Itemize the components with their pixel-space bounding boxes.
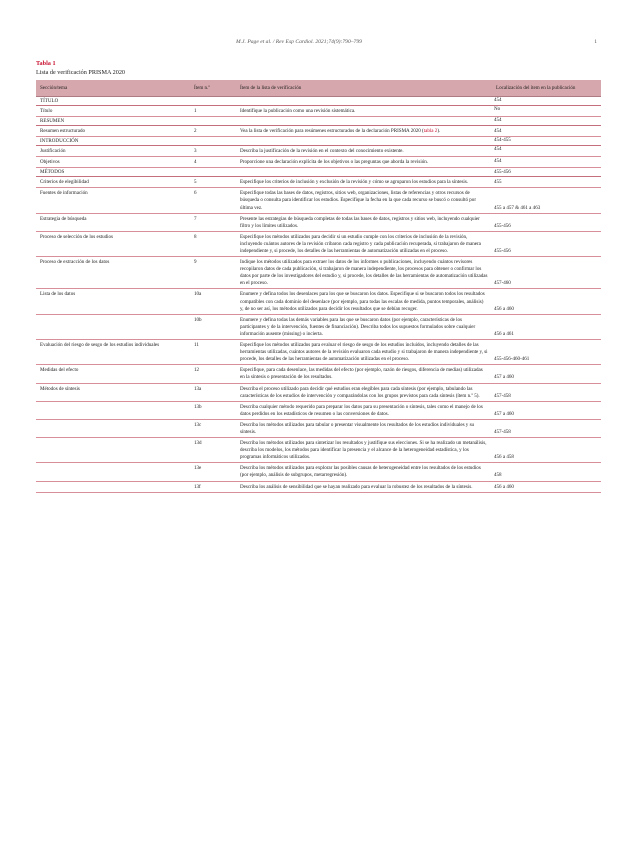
- row-item-text: Especifique los criterios de inclusión y exclusión de la revisión y cómo se agruparon los estudios para la síntesis.: [236, 177, 492, 188]
- row-item-text: Describa los métodos utilizados para sintetizar los resultados y justifique sus elecciones. Si se ha realizado un metanálisis, describa los modelos, los métodos para identificar la presencia y el alcance de la heterogeneidad estadística, y los programas informáticos utilizados.: [236, 438, 492, 463]
- table-row: [36, 188, 601, 213]
- row-section: Proceso de selección de los estudios: [36, 231, 190, 256]
- table-caption: [36, 60, 125, 77]
- row-item-text: Indique los métodos utilizados para extraer los datos de los informes o publicaciones, incluyendo cuántos revisores recopilaron datos de cada publicación, si trabajaron de manera independiente, los procesos para obtener o confirmar los datos por parte de los investigadores del estudio y, si procede, los detalles de las herramientas de automatización utilizadas en el proceso.: [236, 257, 492, 289]
- table-header-row: [36, 80, 601, 96]
- table-body: [36, 96, 601, 492]
- row-item-number: 13d: [190, 438, 236, 463]
- section-header-row: [36, 168, 601, 177]
- row-location: [492, 177, 601, 188]
- row-location: [492, 96, 601, 105]
- row-item-number: 4: [190, 157, 236, 168]
- row-item-number: 10a: [190, 289, 236, 314]
- row-location: [492, 340, 601, 365]
- table-label: Tabla 1: [36, 60, 56, 67]
- row-item-text: Identifique la publicación como una revisión sistemática.: [236, 105, 492, 116]
- table-row: [36, 463, 601, 481]
- row-location: [492, 383, 601, 401]
- location-pages: 454: [494, 127, 502, 134]
- table-row: [36, 383, 601, 401]
- row-location: [492, 419, 601, 437]
- prisma-checklist-table: [36, 80, 601, 493]
- row-location: [492, 365, 601, 383]
- section-header-row: [36, 96, 601, 105]
- location-pages: 455-456-460-461: [494, 356, 530, 363]
- row-section: Fuentes de información: [36, 188, 190, 213]
- row-item-number: 13a: [190, 383, 236, 401]
- row-section: Objetivos: [36, 157, 190, 168]
- location-pages: 457-458: [494, 428, 511, 435]
- row-section: [36, 481, 190, 492]
- col-header-item: Ítem n.º: [190, 80, 236, 96]
- row-section: Justificación: [36, 145, 190, 156]
- location-pages: 455-456: [494, 248, 511, 254]
- location-pages: 456 a 458: [494, 454, 514, 461]
- row-location: [492, 105, 601, 116]
- col-header-text: Ítem de la lista de verificación: [236, 80, 492, 96]
- table-row: [36, 365, 601, 383]
- row-location: [492, 314, 601, 339]
- row-item-text: [236, 96, 492, 105]
- row-item-text: Describa los métodos utilizados para tabular o presentar visualmente los resultados de los estudios individuales y su síntesis.: [236, 419, 492, 437]
- location-pages: 456 a 460: [494, 483, 514, 490]
- row-section: Título: [36, 105, 190, 116]
- row-item-text: Describa la justificación de la revisión en el contexto del conocimiento existente.: [236, 145, 492, 156]
- col-header-section: Sección/tema: [36, 80, 190, 96]
- location-pages: 456 a 460: [494, 305, 514, 312]
- row-section: Evaluación del riesgo de sesgo de los estudios individuales: [36, 340, 190, 365]
- location-pages: 455-456: [494, 168, 511, 175]
- row-item-number: 10b: [190, 314, 236, 339]
- row-item-text: Enumere y defina todas las demás variables para las que se buscaron datos (por ejemplo, características de los participantes y de la intervención, fuentes de financiación). Describa todos los supuestos formulados sobre cualquier información ausente (missing) o incierta.: [236, 314, 492, 339]
- row-section: [36, 419, 190, 437]
- location-pages: 454: [494, 97, 502, 103]
- row-section: Estrategia de búsqueda: [36, 213, 190, 231]
- row-item-number: 2: [190, 125, 236, 136]
- row-item-number: 3: [190, 145, 236, 156]
- row-item-text: Especifique los métodos utilizados para decidir si un estudio cumple con los criterios de inclusión de la revisión, incluyendo cuántos autores de la revisión cribaron cada registro y cada publicación recuperada, si trabajaron de manera independiente y, si procede, los detalles de las herramientas de automatización utilizadas en el proceso.: [236, 231, 492, 256]
- table-row: [36, 105, 601, 116]
- row-section: [36, 401, 190, 419]
- row-section: Resumen estructurado: [36, 125, 190, 136]
- row-item-number: [190, 136, 236, 145]
- row-item-number: 13f: [190, 481, 236, 492]
- row-item-text: [236, 116, 492, 125]
- row-location: [492, 231, 601, 256]
- row-item-text: [236, 136, 492, 145]
- journal-citation: M.J. Page et al. / Rev Esp Cardiol. 2021;74(9):790–799: [236, 39, 362, 45]
- row-item-text: Especifique los métodos utilizados para evaluar el riesgo de sesgo de los estudios incluidos, incluyendo detalles de las herramientas utilizadas, cuántos autores de la revisión evaluaron cada estudio y si trabajaron de manera independiente y, si procede, los detalles de las herramientas de automatización utilizadas en el proceso.: [236, 340, 492, 365]
- row-section: [36, 463, 190, 481]
- row-section: Proceso de extracción de los datos: [36, 257, 190, 289]
- table-row: [36, 145, 601, 156]
- row-item-text: Describa el proceso utilizado para decidir qué estudios eran elegibles para cada síntesis (por ejemplo, tabulando las características de los estudios de intervención y comparándolas con los grupos previstos para cada síntesis (ítem n.º 5).: [236, 383, 492, 401]
- location-pages: 457-460: [494, 280, 511, 287]
- row-location: [492, 168, 601, 177]
- running-header: [0, 39, 637, 49]
- table-row: [36, 177, 601, 188]
- row-location: [492, 438, 601, 463]
- row-location: [492, 125, 601, 136]
- row-item-number: 1: [190, 105, 236, 116]
- row-section: MÉTODOS: [36, 168, 190, 177]
- table-row: [36, 401, 601, 419]
- row-section: Métodos de síntesis: [36, 383, 190, 401]
- page-number: 1: [594, 39, 597, 45]
- row-item-text: Vea la lista de verificación para resúmenes estructurados de la declaración PRISMA 2020 (tabla 2).: [236, 125, 492, 136]
- location-pages: 457-458: [494, 392, 511, 399]
- row-item-number: 8: [190, 231, 236, 256]
- table-row: [36, 419, 601, 437]
- location-pages: 454: [494, 146, 502, 153]
- table-row: [36, 231, 601, 256]
- row-location: [492, 401, 601, 419]
- location-pages: 455: [494, 179, 502, 186]
- table-row: [36, 125, 601, 136]
- row-section: RESUMEN: [36, 116, 190, 125]
- row-location: [492, 116, 601, 125]
- row-location: [492, 136, 601, 145]
- row-item-number: 11: [190, 340, 236, 365]
- row-item-number: 13b: [190, 401, 236, 419]
- location-pages: 456 a 461: [494, 330, 514, 337]
- row-item-text: [236, 168, 492, 177]
- table-row: [36, 481, 601, 492]
- row-section: Medidas del efecto: [36, 365, 190, 383]
- location-pages: 454: [494, 117, 502, 124]
- row-location: [492, 257, 601, 289]
- row-section: [36, 314, 190, 339]
- location-pages: 454: [494, 157, 502, 164]
- row-item-number: 9: [190, 257, 236, 289]
- row-item-number: 5: [190, 177, 236, 188]
- row-location: [492, 463, 601, 481]
- table-row: [36, 257, 601, 289]
- row-item-text: Proporcione una declaración explícita de los objetivos o las preguntas que aborda la revisión.: [236, 157, 492, 168]
- location-pages: 457 a 460: [494, 374, 514, 381]
- row-location: [492, 188, 601, 213]
- location-pages: 454-455: [494, 137, 511, 144]
- table-reference-link[interactable]: tabla 2: [423, 127, 438, 134]
- row-item-number: 13c: [190, 419, 236, 437]
- row-item-number: [190, 96, 236, 105]
- table-row: [36, 157, 601, 168]
- table-row: [36, 289, 601, 314]
- location-pages: 458: [494, 472, 502, 479]
- row-item-number: [190, 168, 236, 177]
- location-pages: 457 a 460: [494, 410, 514, 417]
- table-row: [36, 340, 601, 365]
- row-item-text: Presente las estrategias de búsqueda completas de todas las bases de datos, registros y sitios web, incluyendo cualquier filtro y los límites utilizados.: [236, 213, 492, 231]
- row-item-text: Describa los métodos utilizados para explorar las posibles causas de heterogeneidad entre los resultados de los estudios (por ejemplo, análisis de subgrupos, metarregresión).: [236, 463, 492, 481]
- row-item-number: 12: [190, 365, 236, 383]
- row-location: [492, 289, 601, 314]
- col-header-location: Localización del ítem en la publicación: [492, 80, 601, 96]
- row-item-text: Enumere y defina todos los desenlaces para los que se buscaron los datos. Especifique si se buscaron todos los resultados compatibles con cada dominio del desenlace (por ejemplo, para todas las escalas de medida, puntos temporales, análisis) y, de no ser así, los métodos utilizados para decidir los resultados que se debían recoger.: [236, 289, 492, 314]
- row-item-text: Describa los análisis de sensibilidad que se hayan realizado para evaluar la robustez de los resultados de la síntesis.: [236, 481, 492, 492]
- location-pages: No: [494, 106, 501, 113]
- row-section: Lista de los datos: [36, 289, 190, 314]
- row-location: [492, 213, 601, 231]
- row-item-number: [190, 116, 236, 125]
- row-item-text: Especifique, para cada desenlace, las medidas del efecto (por ejemplo, razón de riesgos, diferencia de medias) utilizadas en la síntesis o presentación de los resultados.: [236, 365, 492, 383]
- row-item-number: 6: [190, 188, 236, 213]
- row-item-text: Especifique todas las bases de datos, registros, sitios web, organizaciones, listas de referencias y otros recursos de búsqueda o consulta para identificar los estudios. Especifique la fecha en la que cada recurso se buscó o consultó por última vez.: [236, 188, 492, 213]
- row-item-number: 13e: [190, 463, 236, 481]
- row-section: Criterios de elegibilidad: [36, 177, 190, 188]
- row-item-number: 7: [190, 213, 236, 231]
- table-title: Lista de verificación PRISMA 2020: [36, 68, 126, 76]
- row-location: [492, 157, 601, 168]
- section-header-row: [36, 136, 601, 145]
- table-row: [36, 438, 601, 463]
- location-pages: 455 a 457 & 461 a 463: [494, 204, 541, 211]
- row-section: TÍTULO: [36, 96, 190, 105]
- row-section: [36, 438, 190, 463]
- row-item-text: Describa cualquier método requerido para preparar los datos para su presentación o síntesis, tales como el manejo de los datos perdidos en los estadísticos de resumen o las conversiones de datos.: [236, 401, 492, 419]
- location-pages: 455-456: [494, 222, 511, 229]
- table-row: [36, 213, 601, 231]
- row-location: [492, 145, 601, 156]
- row-location: [492, 481, 601, 492]
- row-section: INTRODUCCIÓN: [36, 136, 190, 145]
- section-header-row: [36, 116, 601, 125]
- table-row: [36, 314, 601, 339]
